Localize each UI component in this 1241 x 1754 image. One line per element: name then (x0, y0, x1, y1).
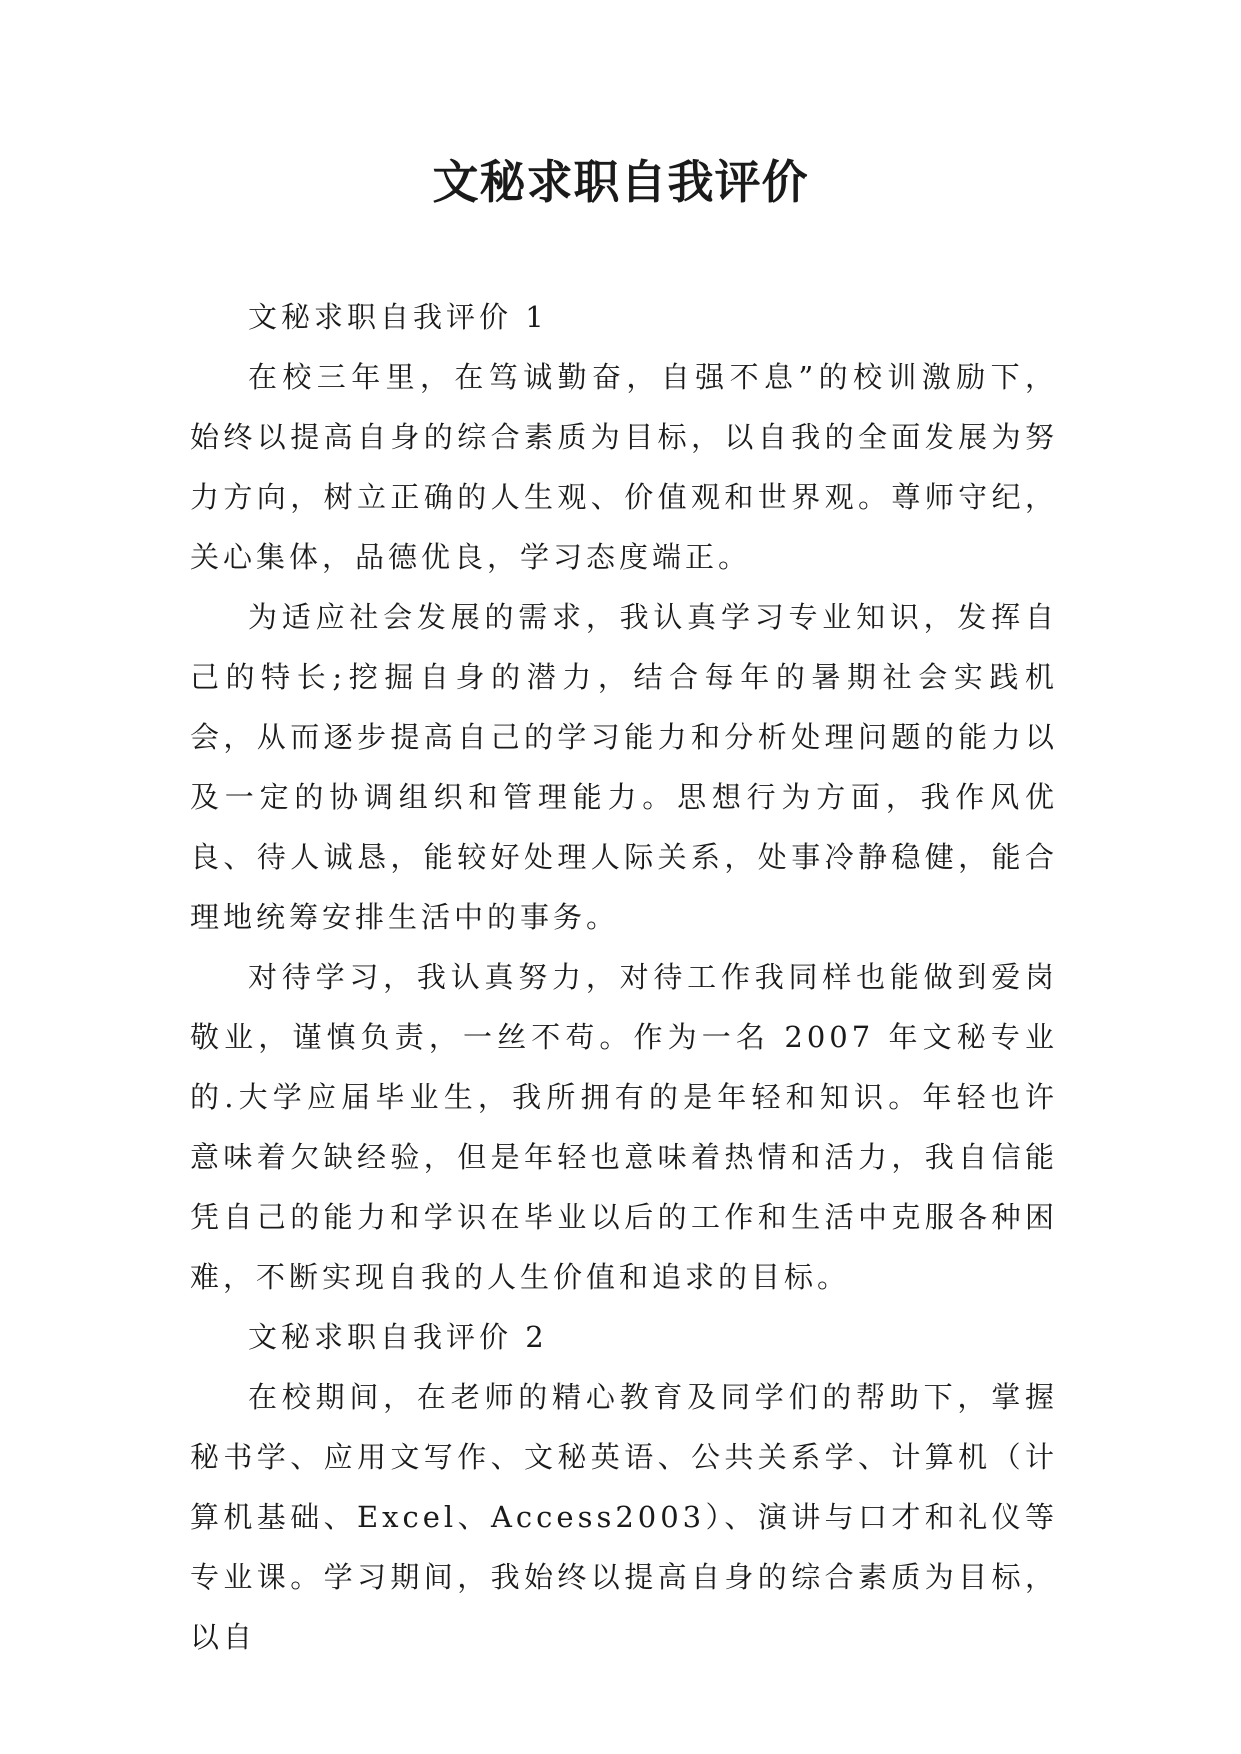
section-heading-1: 文秘求职自我评价 1 (248, 300, 548, 334)
document-title: 文秘求职自我评价 (432, 155, 809, 209)
section-heading-2: 文秘求职自我评价 2 (248, 1320, 548, 1354)
paragraph-1: 在校三年里，在笃诚勤奋，自强不息”的校训激励下，始终以提高自身的综合素质为目标，以自我的全面发展为努力方向，树立正确的人生观、价值观和世界观。尊师守纪，关心集体，品德优良，学习态度端正。 (190, 360, 1058, 574)
document-body (190, 287, 1058, 1667)
paragraph-2: 为适应社会发展的需求，我认真学习专业知识，发挥自己的特长;挖掘自身的潜力，结合每年的暑期社会实践机会，从而逐步提高自己的学习能力和分析处理问题的能力以及一定的协调组织和管理能力。思想行为方面，我作风优良、待人诚恳，能较好处理人际关系，处事冷静稳健，能合理地统筹安排生活中的事务。 (190, 600, 1058, 934)
paragraph-4: 在校期间，在老师的精心教育及同学们的帮助下，掌握秘书学、应用文写作、文秘英语、公共关系学、计算机（计算机基础、Excel、Access2003）、演讲与口才和礼仪等专业课。学习期间，我始终以提高自身的综合素质为目标，以自 (190, 1380, 1058, 1654)
paragraph-3: 对待学习，我认真努力，对待工作我同样也能做到爱岗敬业，谨慎负责，一丝不苟。作为一名 2007 年文秘专业的.大学应届毕业生，我所拥有的是年轻和知识。年轻也许意味着欠缺经验，但是年轻也意味着热情和活力，我自信能凭自己的能力和学识在毕业以后的工作和生活中克服各种困难，不断实现自我的人生价值和追求的目标。 (190, 960, 1058, 1294)
